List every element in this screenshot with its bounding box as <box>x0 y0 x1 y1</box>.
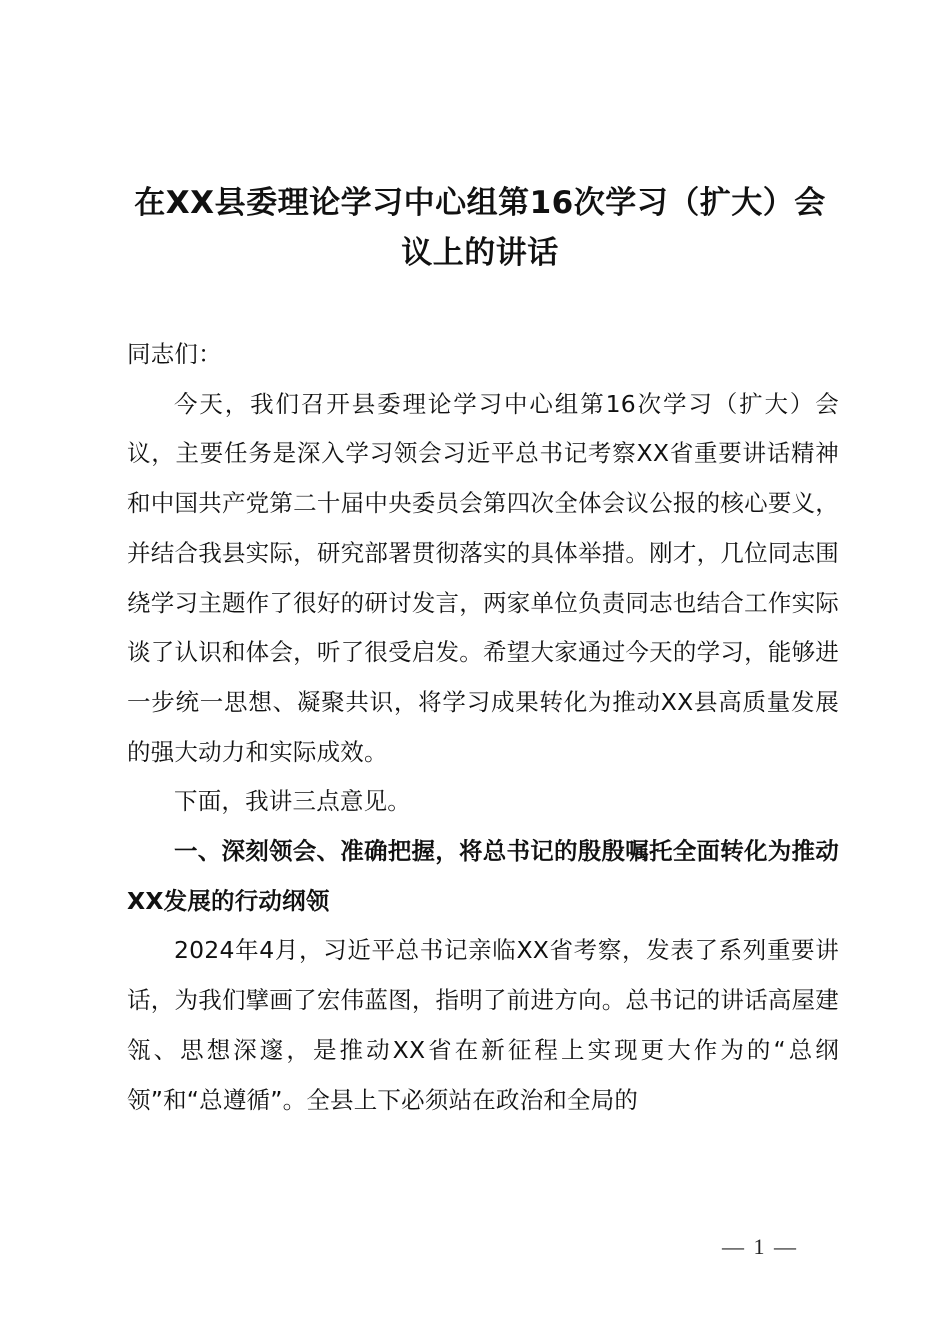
paragraph-transition: 下面，我讲三点意见。 <box>174 787 411 816</box>
salutation: 同志们： <box>127 340 222 368</box>
document-body <box>127 330 839 1125</box>
document-title: 在XX县委理论学习中心组第16次学习（扩大）会议上的讲话 <box>134 185 826 271</box>
paragraph-section-1: 2024年4月，习近平总书记亲临XX省考察，发表了系列重要讲话，为我们擘画了宏伟蓝图，指明了前进方向。总书记的讲话高屋建瓴、思想深邃，是推动XX省在新征程上实现更大作为的“总纲领”和“总遵循”。全县上下必须站在政治和全局的 <box>127 936 839 1114</box>
page-number: — 1 — <box>722 1234 798 1259</box>
section-heading-1: 一、深刻领会、准确把握，将总书记的殷殷嘱托全面转化为推动XX发展的行动纲领 <box>127 837 839 915</box>
paragraph-intro: 今天，我们召开县委理论学习中心组第16次学习（扩大）会议，主要任务是深入学习领会习近平总书记考察XX省重要讲话精神和中国共产党第二十届中央委员会第四次全体会议公报的核心要义，并结合我县实际，研究部署贯彻落实的具体举措。刚才，几位同志围绕学习主题作了很好的研讨发言，两家单位负责同志也结合工作实际谈了认识和体会，听了很受启发。希望大家通过今天的学习，能够进一步统一思想、凝聚共识，将学习成果转化为推动XX县高质量发展的强大动力和实际成效。 <box>127 389 839 766</box>
